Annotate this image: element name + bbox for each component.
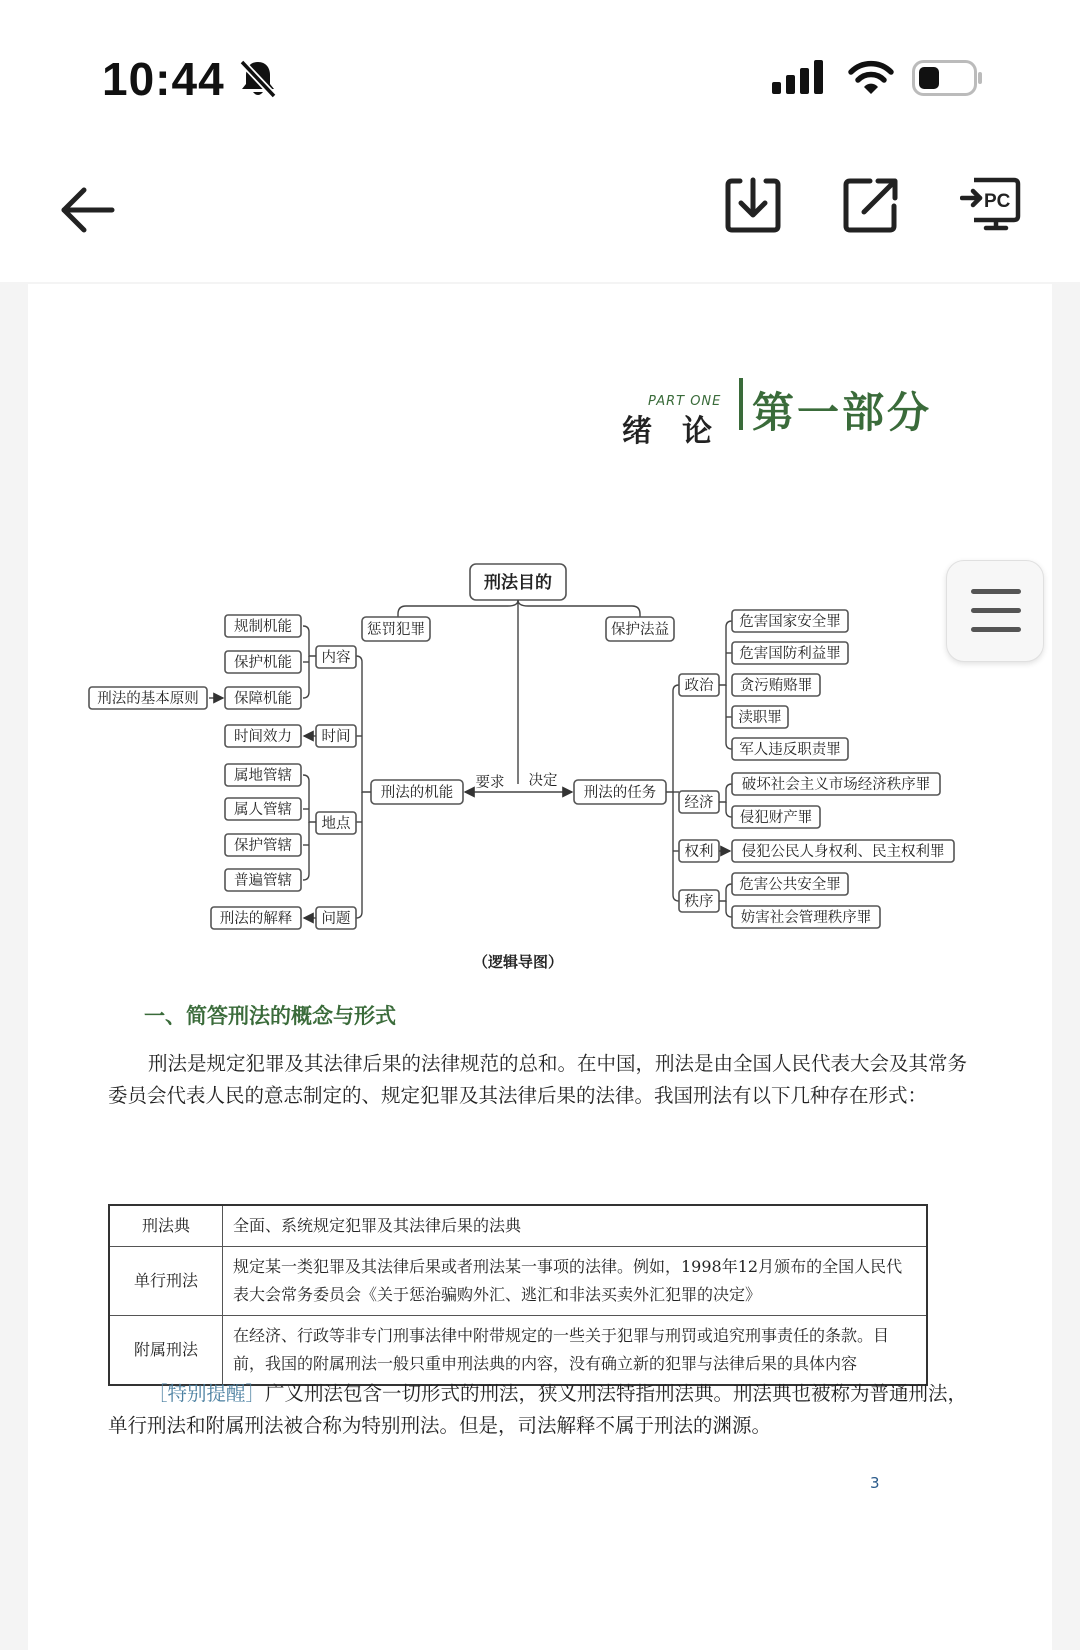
table-row bbox=[109, 1316, 927, 1386]
svg-text:秩序: 秩序 bbox=[684, 894, 714, 910]
left-item bbox=[211, 907, 301, 929]
svg-text:危害公共安全罪: 危害公共安全罪 bbox=[739, 877, 841, 893]
menu-icon bbox=[971, 608, 1021, 613]
part-cn: 第一部分 bbox=[752, 388, 933, 437]
left-item bbox=[225, 725, 301, 747]
svg-text:经济: 经济 bbox=[684, 795, 714, 811]
toolbar bbox=[0, 150, 1080, 282]
forms-table bbox=[108, 1204, 928, 1386]
svg-text:刑法的任务: 刑法的任务 bbox=[583, 785, 657, 801]
left-item bbox=[225, 687, 301, 709]
right-item bbox=[732, 738, 848, 760]
left-item bbox=[225, 651, 301, 673]
document-content bbox=[28, 284, 1052, 1650]
svg-text:保护机能: 保护机能 bbox=[234, 655, 292, 671]
table-key: 附属刑法 bbox=[109, 1316, 223, 1386]
page-number: 3 bbox=[870, 1474, 880, 1492]
menu-icon bbox=[971, 589, 1021, 594]
node-left-main bbox=[371, 780, 463, 804]
right-group-politics bbox=[679, 674, 719, 696]
svg-text:属人管辖: 属人管辖 bbox=[234, 802, 292, 818]
svg-text:军人违反职责罪: 军人违反职责罪 bbox=[739, 742, 841, 758]
right-item bbox=[732, 906, 880, 928]
svg-text:规制机能: 规制机能 bbox=[234, 619, 292, 635]
table-key: 刑法典 bbox=[109, 1205, 223, 1247]
status-time: 10:44 bbox=[102, 53, 225, 105]
svg-text:惩罚犯罪: 惩罚犯罪 bbox=[367, 622, 425, 638]
left-item bbox=[225, 615, 301, 637]
section-title: 一、简答刑法的概念与形式 bbox=[144, 1004, 396, 1028]
download-icon[interactable] bbox=[724, 176, 782, 234]
left-item bbox=[225, 869, 301, 891]
right-item bbox=[732, 806, 820, 828]
left-group-time bbox=[316, 725, 356, 747]
svg-text:内容: 内容 bbox=[321, 650, 351, 666]
arrow-label-right: 决定 bbox=[528, 773, 558, 789]
svg-text:刑法的解释: 刑法的解释 bbox=[219, 911, 293, 927]
svg-text:地点: 地点 bbox=[321, 816, 351, 832]
svg-text:妨害社会管理秩序罪: 妨害社会管理秩序罪 bbox=[740, 910, 872, 926]
mindmap-caption: （逻辑导图） bbox=[472, 953, 564, 971]
svg-text:保障机能: 保障机能 bbox=[234, 691, 292, 707]
svg-text:侵犯公民人身权利、民主权利罪: 侵犯公民人身权利、民主权利罪 bbox=[741, 844, 945, 860]
svg-text:普遍管辖: 普遍管辖 bbox=[234, 873, 292, 889]
menu-icon bbox=[971, 627, 1021, 632]
svg-text:时间效力: 时间效力 bbox=[234, 729, 292, 745]
left-group-content bbox=[316, 646, 356, 668]
wifi-icon bbox=[848, 60, 894, 96]
svg-text:时间: 时间 bbox=[321, 729, 351, 745]
svg-text:政治: 政治 bbox=[684, 678, 714, 694]
intro-paragraph: 刑法是规定犯罪及其法律后果的法律规范的总和。在中国，刑法是由全国人民代表大会及其常务委员会代表人民的意志制定的、规定犯罪及其法律后果的法律。我国刑法有以下几种存在形式： bbox=[108, 1052, 968, 1107]
note-label: ［特别提醒］ bbox=[148, 1382, 266, 1405]
svg-text:危害国家安全罪: 危害国家安全罪 bbox=[739, 614, 841, 630]
right-item bbox=[732, 610, 848, 632]
table-value: 规定某一类犯罪及其法律后果或者刑法某一事项的法律。例如，1998年12月颁布的全国人民代表大会常务委员会《关于惩治骗购外汇、逃汇和非法买卖外汇犯罪的决定》 bbox=[223, 1247, 928, 1316]
center-label: 刑法目的 bbox=[484, 573, 552, 593]
external-open-icon[interactable] bbox=[842, 176, 900, 234]
back-arrow-icon[interactable] bbox=[58, 180, 118, 240]
svg-text:权利: 权利 bbox=[684, 844, 714, 860]
table-value: 全面、系统规定犯罪及其法律后果的法典 bbox=[223, 1205, 928, 1247]
note-paragraph bbox=[108, 1378, 968, 1442]
left-item bbox=[225, 834, 301, 856]
status-bar bbox=[0, 0, 1080, 150]
table-row bbox=[109, 1205, 927, 1247]
left-item bbox=[225, 798, 301, 820]
left-group-place bbox=[316, 812, 356, 834]
menu-button[interactable] bbox=[946, 560, 1044, 662]
node-top-right bbox=[606, 617, 674, 641]
svg-text:刑法的基本原则: 刑法的基本原则 bbox=[97, 691, 199, 707]
svg-text:属地管辖: 属地管辖 bbox=[234, 768, 292, 784]
left-item bbox=[225, 764, 301, 786]
svg-text:贪污贿赂罪: 贪污贿赂罪 bbox=[739, 678, 813, 694]
table-key: 单行刑法 bbox=[109, 1247, 223, 1316]
battery-icon bbox=[912, 60, 984, 96]
svg-text:危害国防利益罪: 危害国防利益罪 bbox=[739, 646, 841, 662]
send-to-pc-icon[interactable] bbox=[960, 176, 1022, 236]
node-center bbox=[470, 564, 566, 600]
svg-text:侵犯财产罪: 侵犯财产罪 bbox=[739, 810, 813, 826]
right-item bbox=[732, 840, 954, 862]
part-en: PART ONE bbox=[648, 394, 722, 409]
pc-label: PC bbox=[984, 191, 1011, 212]
svg-text:问题: 问题 bbox=[321, 911, 351, 927]
left-group-problem bbox=[316, 907, 356, 929]
svg-text:破坏社会主义市场经济秩序罪: 破坏社会主义市场经济秩序罪 bbox=[741, 777, 931, 793]
node-top-left bbox=[362, 617, 430, 641]
right-item bbox=[732, 873, 848, 895]
right-group-economy bbox=[679, 791, 719, 813]
table-value: 在经济、行政等非专门刑事法律中附带规定的一些关于犯罪与刑罚或追究刑事责任的条款。目前，我国的附属刑法一般只重申刑法典的内容，没有确立新的犯罪与法律后果的具体内容 bbox=[223, 1316, 928, 1386]
right-group-order bbox=[679, 890, 719, 912]
right-item bbox=[732, 706, 788, 728]
signal-icon bbox=[772, 60, 826, 94]
node-basic-principle bbox=[89, 687, 207, 709]
right-item bbox=[732, 773, 940, 795]
svg-text:渎职罪: 渎职罪 bbox=[738, 710, 782, 726]
arrow-label-left: 要求 bbox=[475, 775, 505, 791]
right-group-rights bbox=[679, 840, 719, 862]
svg-text:保护法益: 保护法益 bbox=[611, 622, 669, 638]
right-item bbox=[732, 674, 820, 696]
right-item bbox=[732, 642, 848, 664]
document-page[interactable] bbox=[28, 284, 1052, 1650]
table-row bbox=[109, 1247, 927, 1316]
note-text: 广义刑法包含一切形式的刑法，狭义刑法特指刑法典。刑法典也被称为普通刑法，单行刑法和附属刑法被合称为特别刑法。但是，司法解释不属于刑法的渊源。 bbox=[108, 1382, 968, 1437]
bell-muted-icon bbox=[238, 58, 278, 100]
svg-text:刑法的机能: 刑法的机能 bbox=[380, 785, 454, 801]
logic-mindmap bbox=[28, 284, 1052, 984]
svg-text:保护管辖: 保护管辖 bbox=[234, 838, 292, 854]
node-right-main bbox=[574, 780, 666, 804]
part-title: 绪 论 bbox=[622, 414, 712, 449]
